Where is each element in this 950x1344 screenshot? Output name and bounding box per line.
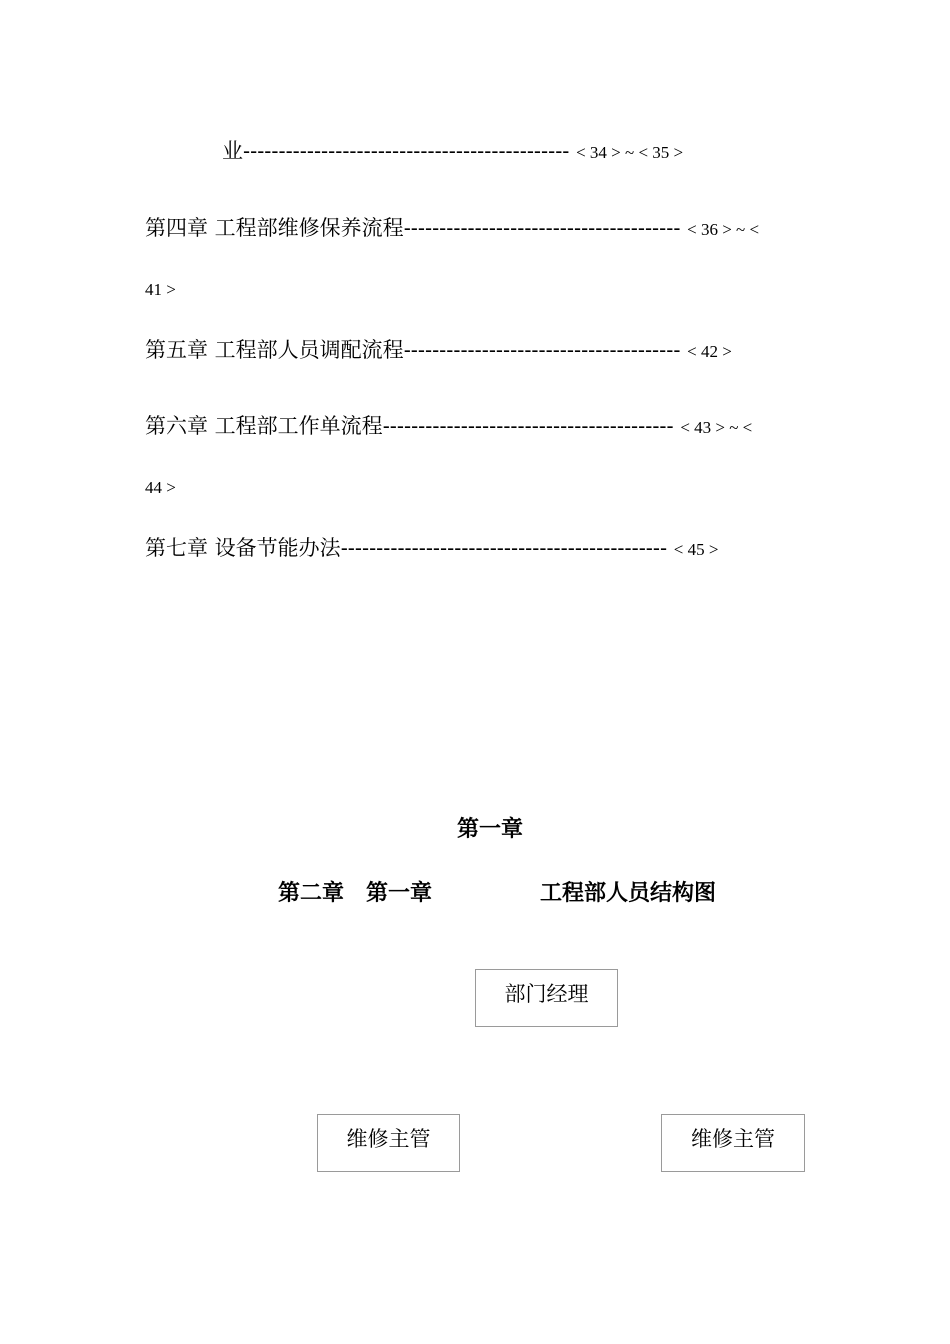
toc-title: 第六章 工程部工作单流程: [145, 414, 383, 438]
toc-leader: ----------------------------------------------: [243, 139, 570, 163]
toc-page: < 45 >: [673, 540, 719, 559]
org-node-supervisor-right: 维修主管: [661, 1114, 805, 1172]
chapter-title: 工程部人员结构图: [540, 881, 717, 906]
toc-page-continued: 44 >: [145, 478, 176, 497]
toc-leader: -----------------------------------------: [382, 414, 674, 438]
toc-entry: [145, 536, 718, 562]
toc-leader: ---------------------------------------: [403, 216, 681, 240]
org-node-manager: 部门经理: [475, 969, 618, 1027]
toc-page: < 34 > ~ < 35 >: [576, 143, 684, 162]
toc-entry: [145, 414, 752, 440]
toc-leader: ---------------------------------------: [403, 338, 681, 362]
toc-leader: ----------------------------------------------: [340, 536, 668, 560]
toc-entry: [145, 338, 732, 364]
chapter-subheading: 第二章 第一章: [278, 881, 433, 906]
toc-page-continued: 41 >: [145, 280, 176, 299]
toc-entry: [222, 139, 683, 165]
toc-page: < 42 >: [687, 342, 732, 361]
org-node-supervisor-left: 维修主管: [317, 1114, 460, 1172]
toc-title: 第五章 工程部人员调配流程: [145, 338, 404, 362]
chapter-heading: 第一章: [457, 817, 524, 842]
toc-title: 第四章 工程部维修保养流程: [145, 216, 404, 240]
toc-title: 业: [222, 139, 243, 163]
toc-entry: [145, 216, 759, 242]
toc-title: 第七章 设备节能办法: [145, 536, 341, 560]
toc-page: < 43 > ~ <: [680, 418, 753, 437]
toc-page: < 36 > ~ <: [687, 220, 760, 239]
